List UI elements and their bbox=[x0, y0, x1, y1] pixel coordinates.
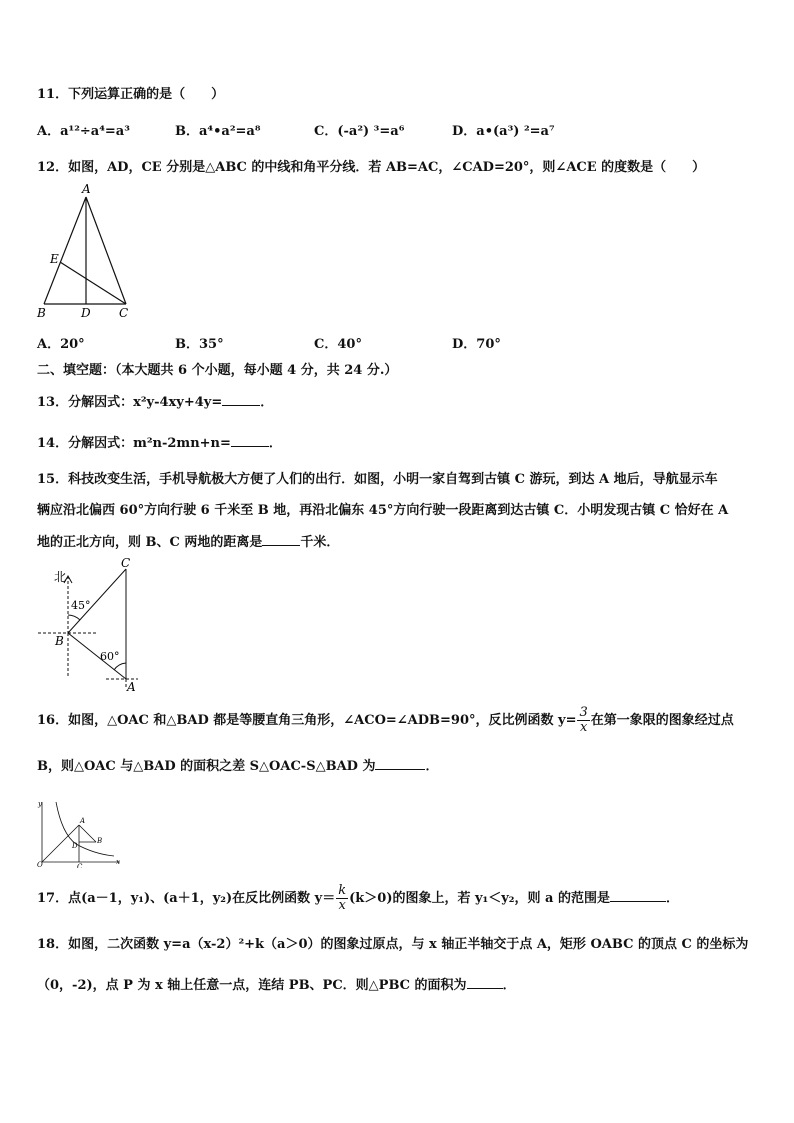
q17-answer-blank[interactable] bbox=[610, 889, 666, 902]
q15-navigation-figure bbox=[38, 555, 148, 695]
label-b: B bbox=[37, 306, 46, 320]
label-x: x bbox=[116, 858, 120, 866]
segment-ce bbox=[60, 262, 126, 304]
q12-option-c: C．40° bbox=[314, 337, 362, 352]
segment-ab bbox=[44, 197, 86, 304]
q13-stem: 13．分解因式：x²y-4xy+4y= bbox=[37, 395, 223, 410]
label-b: B bbox=[55, 634, 64, 648]
q16-answer-blank[interactable] bbox=[375, 757, 425, 770]
q15-line1: 15．科技改变生活，手机导航极大方便了人们的出行．如图，小明一家自驾到古镇 C 游玩，到达 A 地后，导航显示车 bbox=[37, 472, 718, 487]
q16-frac-den: x bbox=[579, 720, 588, 735]
q15-line3-post: 千米． bbox=[300, 535, 340, 550]
q17-end: ． bbox=[665, 891, 679, 906]
q12-option-b: B．35° bbox=[175, 337, 224, 352]
label-angle-45: 45° bbox=[71, 599, 91, 612]
section-heading: 二、填空题：（本大题共 6 个小题，每小题 4 分，共 24 分.） bbox=[37, 363, 398, 378]
label-b: B bbox=[97, 837, 103, 845]
q17 bbox=[37, 884, 679, 913]
q14-end: ． bbox=[268, 436, 282, 451]
label-c: C bbox=[121, 556, 131, 570]
q15-line3-pre: 地的正北方向，则 B、C 两地的距离是 bbox=[37, 535, 263, 550]
q15-line2: 辆应沿北偏西 60°方向行驶 6 千米至 B 地，再沿北偏东 45°方向行驶一段距离到达古镇 C．小明发现古镇 C 恰好在 A bbox=[37, 503, 729, 518]
q18-answer-blank[interactable] bbox=[467, 976, 503, 989]
q13 bbox=[37, 391, 273, 410]
q14-answer-blank[interactable] bbox=[231, 434, 269, 447]
label-o: O bbox=[37, 861, 43, 868]
label-a: A bbox=[82, 182, 91, 196]
q12-stem: 12．如图，AD，CE 分别是△ABC 的中线和角平分线．若 AB=AC，∠CAD=20°，则∠ACE 的度数是（ ） bbox=[37, 160, 706, 175]
label-a: A bbox=[80, 817, 86, 825]
angle-arc-60 bbox=[114, 663, 126, 670]
angle-arc-45 bbox=[68, 615, 80, 620]
q15-answer-blank[interactable] bbox=[262, 533, 300, 546]
q18-line1: 18．如图，二次函数 y=a（x-2）²+k（a＞0）的图象过原点，与 x 轴正半轴交于点 A，矩形 OABC 的顶点 C 的坐标为 bbox=[37, 937, 749, 952]
label-angle-60: 60° bbox=[100, 650, 120, 663]
q14-stem: 14．分解因式：m²n-2mn+n= bbox=[37, 436, 231, 451]
q17-frac-num: k bbox=[338, 883, 347, 898]
q13-answer-blank[interactable] bbox=[222, 393, 260, 406]
q12-option-d: D．70° bbox=[452, 337, 501, 352]
q16-function-figure bbox=[36, 798, 122, 868]
label-d: D bbox=[81, 306, 91, 320]
q17-frac-den: x bbox=[338, 898, 346, 913]
label-north: 北 bbox=[54, 570, 67, 584]
q18-line2 bbox=[37, 974, 516, 993]
q16-frac-num: 3 bbox=[579, 705, 588, 720]
hyperbola-curve bbox=[56, 802, 114, 856]
q12-option-a: A．20° bbox=[37, 337, 85, 352]
q14 bbox=[37, 432, 282, 451]
q16-line1-pre: 16．如图，△OAC 和△BAD 都是等腰直角三角形，∠ACO=∠ADB=90°，反比例函数 y= bbox=[37, 713, 577, 728]
q16-fraction bbox=[577, 706, 589, 735]
q13-end: ． bbox=[260, 395, 274, 410]
q11-stem: 11．下列运算正确的是（ ） bbox=[37, 87, 225, 102]
q12-triangle-figure bbox=[30, 180, 140, 322]
q11-option-b: B．a⁴•a²=a⁸ bbox=[175, 124, 261, 139]
label-e: E bbox=[50, 252, 59, 266]
label-a: A bbox=[127, 680, 136, 694]
q15-line3 bbox=[37, 531, 339, 550]
label-c: C bbox=[119, 306, 129, 320]
q17-fraction bbox=[336, 884, 348, 913]
q16-line2-pre: B，则△OAC 与△BAD 的面积之差 S△OAC-S△BAD 为 bbox=[37, 759, 376, 774]
q16-line2-post: ． bbox=[425, 759, 439, 774]
segment-ab bbox=[79, 825, 96, 842]
label-c: C bbox=[77, 863, 83, 868]
segment-ac bbox=[86, 197, 126, 304]
q11-option-c: C．(-a²) ³=a⁶ bbox=[314, 124, 405, 139]
q17-post: (k＞0)的图象上，若 y₁＜y₂，则 a 的范围是 bbox=[349, 891, 610, 906]
q18-line2-post: ． bbox=[502, 978, 516, 993]
q11-option-a: A．a¹²÷a⁴=a³ bbox=[37, 124, 130, 139]
label-y: y bbox=[38, 800, 42, 808]
label-d: D bbox=[72, 842, 78, 850]
q16-line2 bbox=[37, 755, 438, 774]
q18-line2-pre: （0，-2)，点 P 为 x 轴上任意一点，连结 PB、PC．则△PBC 的面积为 bbox=[37, 978, 467, 993]
q16-line1 bbox=[37, 706, 734, 735]
q16-line1-post: 在第一象限的图象经过点 bbox=[590, 713, 734, 728]
q11-option-d: D．a•(a³) ²=a⁷ bbox=[452, 124, 555, 139]
q17-pre: 17．点(a－1，y₁)、(a＋1，y₂)在反比例函数 y＝ bbox=[37, 891, 336, 906]
